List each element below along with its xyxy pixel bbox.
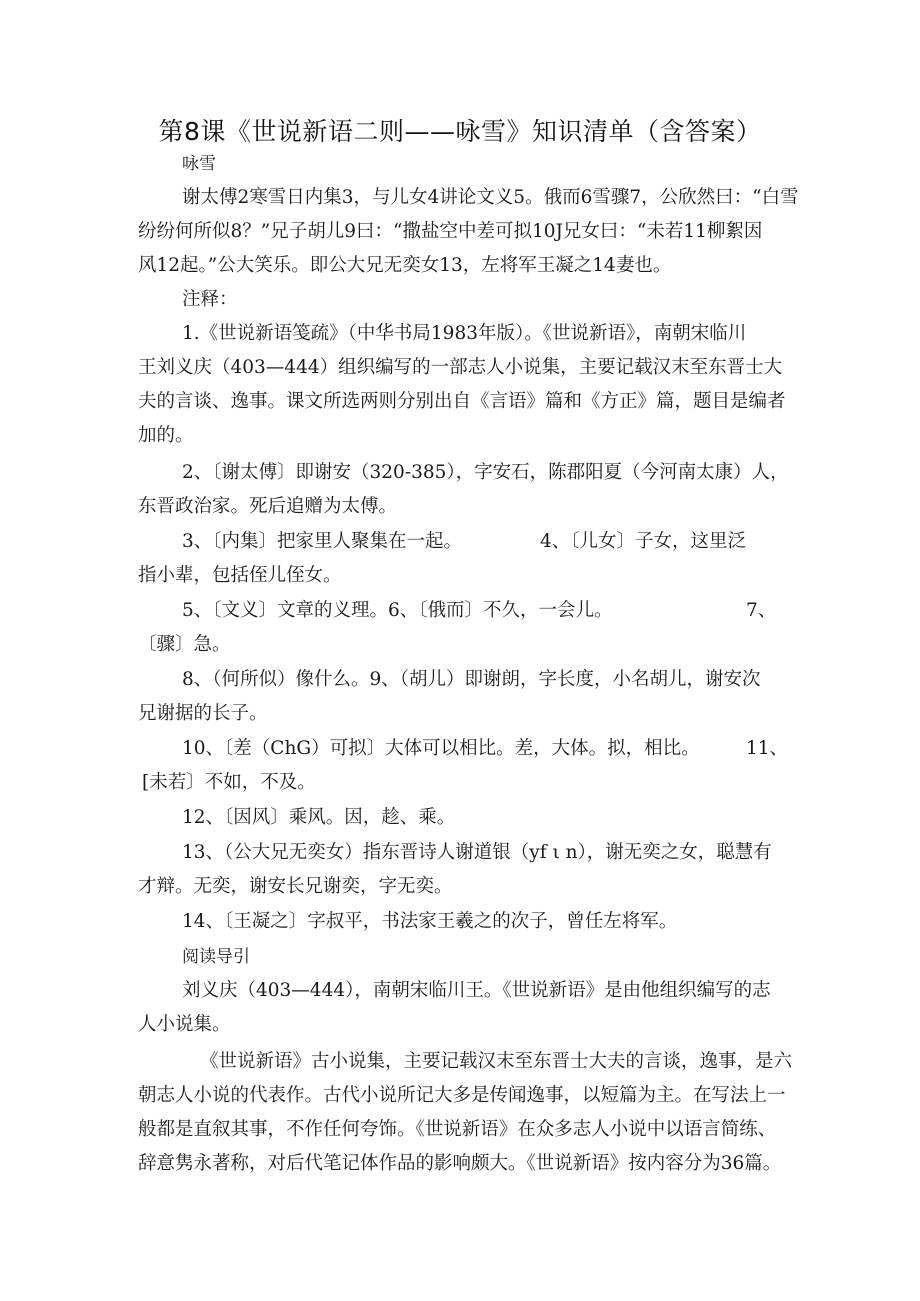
note-line: 〔骤〕急。 — [138, 634, 231, 655]
note-line: 4、〔儿女〕子女，这里泛 — [540, 531, 747, 552]
guide-line: 人小说集。 — [138, 1014, 231, 1035]
guide-line: 朝志人小说的代表作。古代小说所记大多是传闻逸事，以短篇为主。在写法上一 — [138, 1085, 786, 1106]
note-line: 2、〔谢太傅〕即谢安（320-385），字安石，陈郡阳夏（今河南太康）人， — [182, 462, 789, 483]
text-line: 纷纷何所似8？”兄子胡儿9曰：“撒盐空中差可拟10J兄女曰：“未若11柳絮因 — [138, 221, 763, 242]
note-line: 东晋政治家。死后追赠为太傅。 — [138, 496, 398, 517]
note-line: 指小辈，包括侄儿侄女。 — [138, 565, 342, 586]
note-line: [未若〕不如，不及。 — [142, 772, 316, 793]
note-line: 5、〔文义〕文章的义理。6、〔俄而〕不久，一会儿。 — [182, 600, 613, 621]
note-line: 1.《世说新语笺疏》（中华书局1983年版）。《世说新语》，南朝宋临川 — [182, 323, 747, 344]
note-line: 3、〔内集〕把家里人聚集在一起。 — [182, 531, 463, 552]
guide-line: 般都是直叙其事，不作任何夸饰。《世说新语》在众多志人小说中以语言简练、 — [138, 1119, 777, 1140]
document-title: 第8课《世说新语二则——咏雪》知识清单（含答案） — [158, 117, 762, 146]
guide-line: 《世说新语》古小说集，主要记载汉末至东晋士大夫的言谈，逸事，是六 — [200, 1051, 793, 1072]
note-line: 8、（何所似）像什么。9、（胡儿）即谢朗，字长度，小名胡儿，谢安次 — [182, 669, 761, 690]
text-line: 风12起。”公大笑乐。即公大兄无奕女13，左将军王凝之14妻也。 — [138, 255, 672, 276]
note-line: 11、 — [746, 738, 789, 759]
note-line: 10、〔差（ChG）可拟〕大体可以相比。差，大体。拟，相比。 — [182, 738, 700, 759]
note-line: 13、（公大兄无奕女）指东晋诗人谢道银（yf ι n），谢无奕之女，聪慧有 — [182, 842, 772, 863]
note-line: 王刘义庆（403—444）组织编写的一部志人小说集，主要记载汉末至东晋士大 — [138, 357, 783, 378]
note-line: 加的。 — [138, 425, 194, 446]
guide-line: 辞意隽永著称，对后代笔记体作品的影响颇大。《世说新语》按内容分为36篇。 — [138, 1153, 782, 1174]
section-heading-yongxue: 咏雪 — [182, 154, 216, 174]
guide-line: 刘义庆（403—444），南朝宋临川王。《世说新语》是由他组织编写的志 — [182, 980, 771, 1001]
note-line: 夫的言谈、逸事。课文所选两则分别出自《言语》篇和《方正》篇，题目是编者 — [138, 391, 786, 412]
note-line: 7、 — [746, 600, 777, 621]
note-line: 兄谢据的长子。 — [138, 703, 268, 724]
notes-heading: 注释： — [182, 289, 238, 310]
note-line: 12、〔因风〕乘风。因，趁、乘。 — [182, 807, 456, 828]
text-line: 谢太傅2寒雪日内集3，与儿女4讲论文义5。俄而6雪骤7，公欣然曰：“白雪 — [182, 187, 799, 208]
reading-guide-heading: 阅读导引 — [182, 947, 250, 967]
note-line: 才辩。无奕，谢安长兄谢奕，字无奕。 — [138, 876, 453, 897]
note-line: 14、〔王凝之〕字叔平，书法家王羲之的次子，曾任左将军。 — [182, 911, 678, 932]
